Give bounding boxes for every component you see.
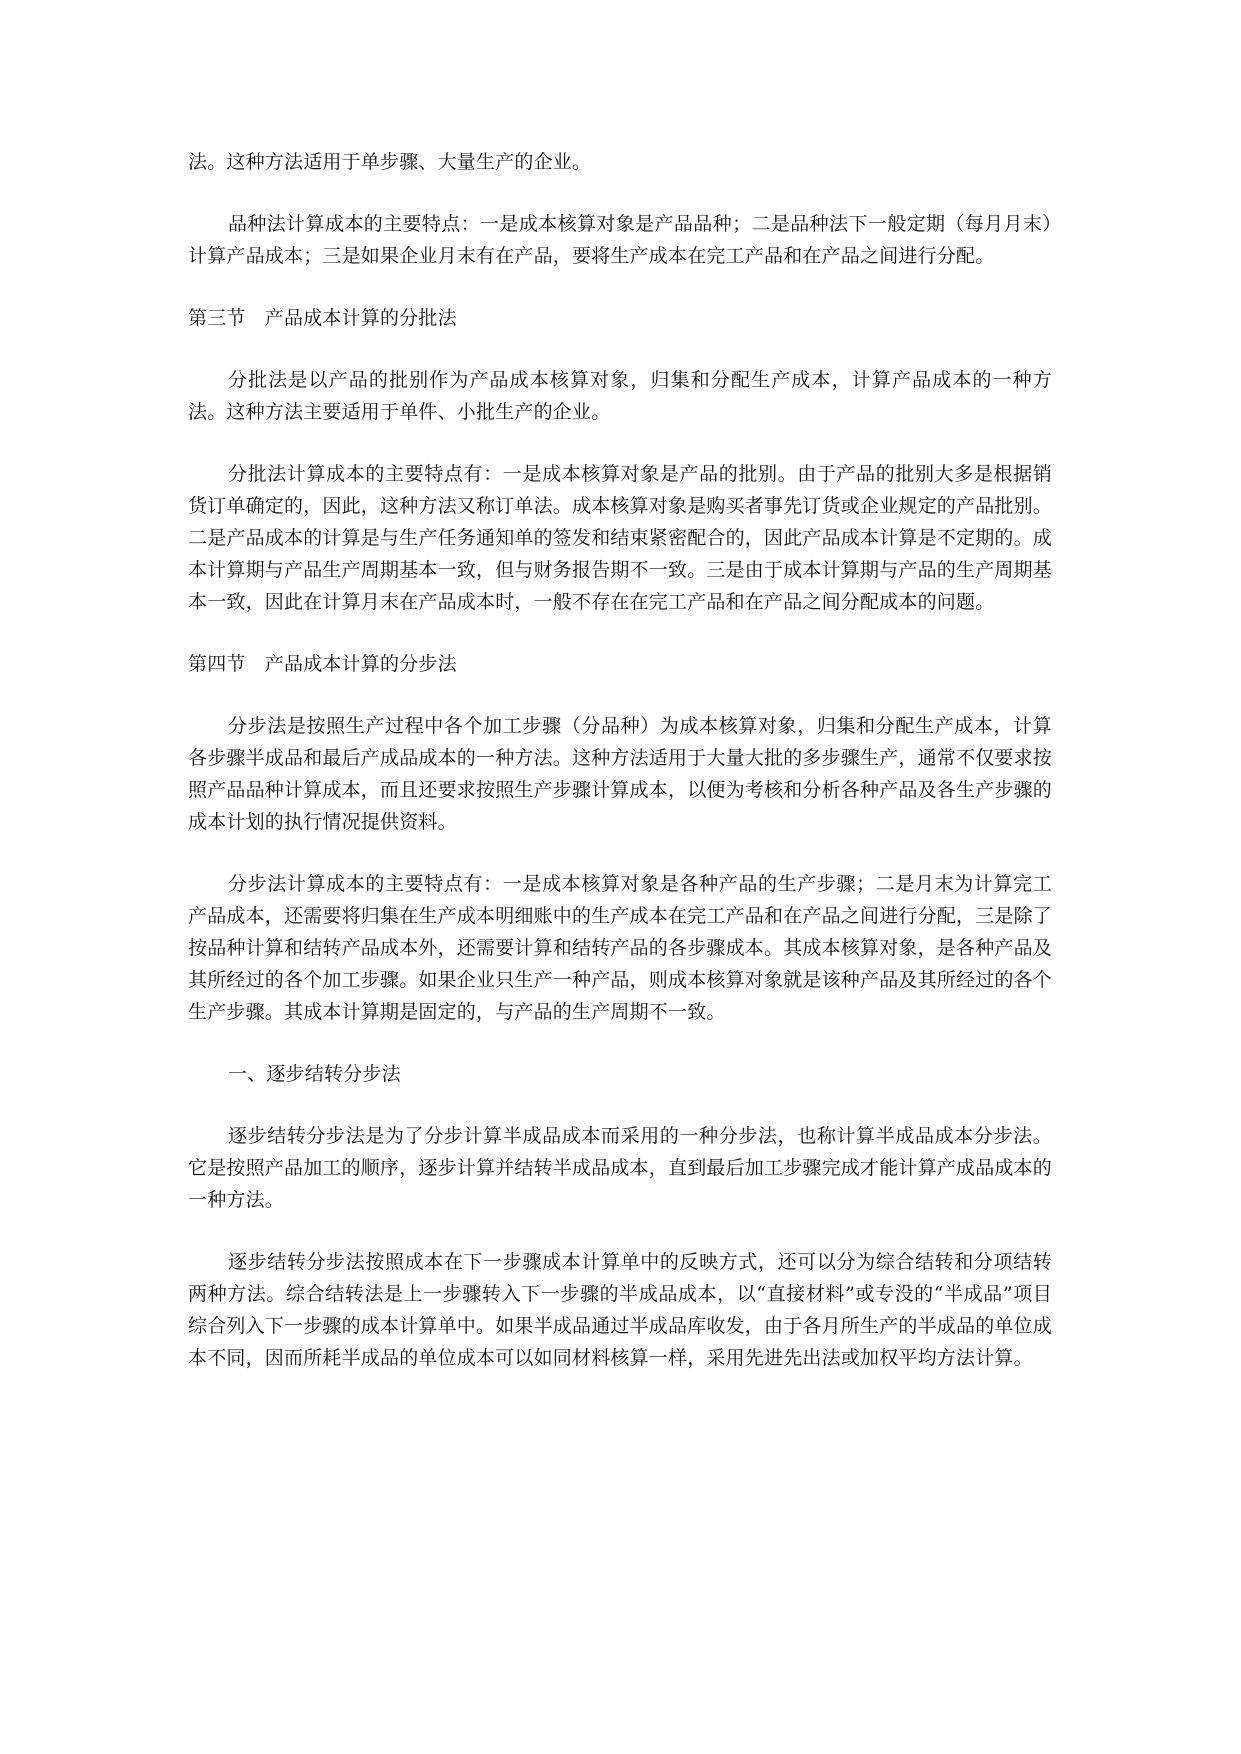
paragraph-fenpi-definition: 分批法是以产品的批别作为产品成本核算对象，归集和分配生产成本，计算产品成本的一种方法。这种方法主要适用于单件、小批生产的企业。 bbox=[188, 369, 1052, 423]
paragraph-fenbu-definition: 分步法是按照生产过程中各个加工步骤（分品种）为成本核算对象，归集和分配生产成本，计算各步骤半成品和最后产成品成本的一种方法。这种方法适用于大量大批的多步骤生产，通常不仅要求按照产品品种计算成本，而且还要求按照生产步骤计算成本，以便为考核和分析各种产品及各生产步骤的成本计划的执行情况提供资料。 bbox=[188, 715, 1053, 833]
paragraph-continuation: 法。这种方法适用于单步骤、大量生产的企业。 bbox=[188, 151, 592, 173]
paragraph-zhubu-definition: 逐步结转分步法是为了分步计算半成品成本而采用的一种分步法，也称计算半成品成本分步法。它是按照产品加工的顺序，逐步计算并结转半成品成本，直到最后加工步骤完成才能计算产成品成本的一种方法。 bbox=[188, 1125, 1053, 1211]
subsection-heading-1: 一、逐步结转分步法 bbox=[228, 1063, 401, 1085]
section-heading-3: 第三节 产品成本计算的分批法 bbox=[188, 307, 457, 329]
document-page bbox=[188, 146, 1052, 1404]
paragraph-pinzhong-features: 品种法计算成本的主要特点：一是成本核算对象是产品品种；二是品种法下一般定期（每月月末）计算产品成本；三是如果企业月末有在产品，要将生产成本在完工产品和在产品之间进行分配。 bbox=[188, 213, 1052, 267]
paragraph-zhubu-methods: 逐步结转分步法按照成本在下一步骤成本计算单中的反映方式，还可以分为综合结转和分项结转两种方法。综合结转法是上一步骤转入下一步骤的半成品成本，以“直接材料”或专没的“半成品”项目综合列入下一步骤的成本计算单中。如果半成品通过半成品库收发，由于各月所生产的半成品的单位成本不同，因而所耗半成品的单位成本可以如同材料核算一样，采用先进先出法或加权平均方法计算。 bbox=[188, 1251, 1053, 1369]
section-heading-4: 第四节 产品成本计算的分步法 bbox=[188, 653, 457, 675]
paragraph-fenbu-features: 分步法计算成本的主要特点有：一是成本核算对象是各种产品的生产步骤；二是月末为计算完工产品成本，还需要将归集在生产成本明细账中的生产成本在完工产品和在产品之间进行分配，三是除了按品种计算和结转产品成本外，还需要计算和结转产品的各步骤成本。其成本核算对象，是各种产品及其所经过的各个加工步骤。如果企业只生产一种产品，则成本核算对象就是该种产品及其所经过的各个生产步骤。其成本计算期是固定的，与产品的生产周期不一致。 bbox=[188, 873, 1053, 1023]
paragraph-fenpi-features: 分批法计算成本的主要特点有：一是成本核算对象是产品的批别。由于产品的批别大多是根据销货订单确定的，因此，这种方法又称订单法。成本核算对象是购买者事先订货或企业规定的产品批别。二是产品成本的计算是与生产任务通知单的签发和结束紧密配合的，因此产品成本计算是不定期的。成本计算期与产品生产周期基本一致，但与财务报告期不一致。三是由于成本计算期与产品的生产周期基本一致，因此在计算月末在产品成本时，一般不存在在完工产品和在产品之间分配成本的问题。 bbox=[188, 463, 1053, 613]
